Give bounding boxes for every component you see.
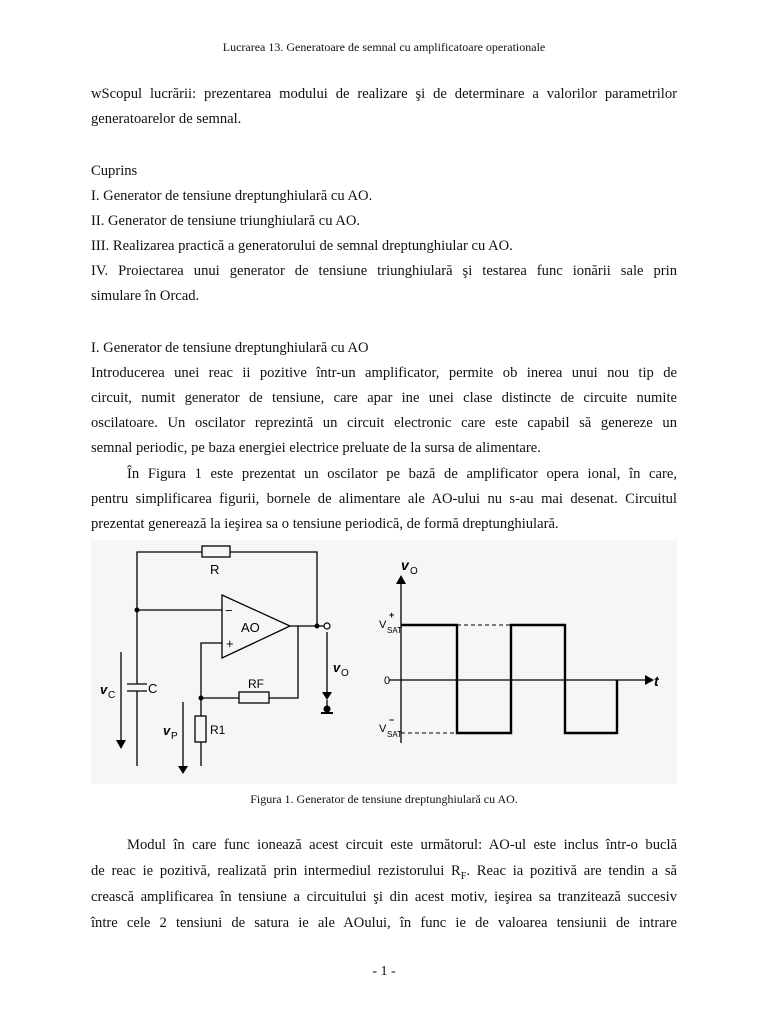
label-minus: − — [225, 603, 233, 618]
vc-arrow — [116, 740, 126, 749]
resistor-r1 — [195, 716, 206, 742]
label-vp: v — [163, 723, 171, 738]
plot-zero-label: 0 — [384, 675, 391, 687]
figure-caption: Figura 1. Generator de tensiune dreptunghiulară cu AO. — [250, 792, 518, 806]
label-vp-sub: P — [171, 731, 178, 742]
intro-line-1: Introducerea unei reac ii pozitive într-un amplificator, permite ob inerea unui nou tip de — [91, 365, 677, 381]
label-vo: v — [333, 660, 341, 675]
intro-line-3: oscilatoare. Un oscilator reprezintă un circuit electronic care este capabil să genereze un — [91, 415, 677, 431]
waveform-plot — [389, 584, 645, 743]
contents-item-3: III. Realizarea practică a generatorului de semnal dreptunghiular cu AO. — [91, 238, 513, 254]
intro-line-4: semnal periodic, pe baza energiei electrice preluate de la sursa de alimentare. — [91, 440, 541, 456]
contents-item-4-cont: simulare în Orcad. — [91, 288, 200, 304]
vo-arrow — [322, 692, 332, 700]
resistor-r — [202, 546, 230, 557]
contents-item-2: II. Generator de tensiune triunghiulară cu AO. — [91, 213, 361, 229]
contents-item-4: IV. Proiectarea unui generator de tensiune triunghiulară şi testarea func ionării sale prin — [91, 263, 677, 279]
x-axis-arrow — [645, 675, 654, 685]
contents-title: Cuprins — [91, 163, 138, 179]
y-axis-arrow — [396, 575, 406, 584]
contents-item-1: I. Generator de tensiune dreptunghiulară cu AO. — [91, 188, 373, 204]
rf-subscript: F — [460, 870, 467, 882]
plot-y-sub: O — [410, 566, 418, 577]
label-ao: AO — [241, 620, 260, 635]
vp-arrow — [178, 766, 188, 774]
vsat-pos-sup: + — [389, 610, 395, 620]
plot-arrows — [396, 575, 654, 685]
plot-y-label: v — [401, 557, 409, 573]
label-vc: v — [100, 682, 108, 697]
square-wave — [401, 625, 617, 733]
figure-ref-line-2: pentru simplificarea figurii, bornele de alimentare ale AO-ului nu s-au mai desenat. Circuitul — [91, 491, 677, 507]
operation-line-3: crească amplificarea în tensiune a circuitului şi din acest motiv, ieşirea sa tranzitează succesiv — [91, 889, 677, 905]
label-rf: RF — [248, 677, 264, 691]
intro-line-2: circuit, numit generator de tensiune, care apar ine unei clase distincte de circuite numite — [91, 390, 677, 406]
operation-line-4: între cele 2 tensiuni de satura ie ale AOului, în func ie de valoarea tensiunii de intrare — [91, 915, 677, 931]
vsat-pos-sub: SAT — [387, 626, 402, 635]
label-plus: + — [226, 636, 234, 651]
operation-line-1: Modul în care func ionează acest circuit este următorul: AO-ul este inclus într-o buclă — [127, 837, 677, 853]
figure-1 — [91, 540, 677, 784]
plot-x-label: t — [654, 673, 659, 689]
vsat-neg-label: V — [379, 723, 387, 735]
vsat-neg-sup: − — [389, 715, 395, 725]
page-number: - 1 - — [372, 964, 396, 979]
section-title: I. Generator de tensiune dreptunghiulară cu AO — [91, 340, 369, 356]
resistor-rf — [239, 692, 269, 703]
operation-line-2a: de reac ie pozitivă, realizată prin intermediul rezistorului R — [91, 863, 461, 879]
label-r: R — [210, 562, 220, 577]
vsat-neg-sub: SAT — [387, 730, 402, 739]
label-r1: R1 — [210, 723, 226, 737]
figure-ref-line-3: prezentat generează la ieşirea sa o tensiune periodică, de formă dreptunghiulară. — [91, 516, 559, 532]
vsat-pos-label: V — [379, 619, 387, 631]
figure-svg — [91, 540, 677, 784]
page-header: Lucrarea 13. Generatoare de semnal cu amplificatoare operationale — [222, 40, 546, 54]
scope-line-1: wScopul lucrării: prezentarea modului de realizare şi de determinare a valorilor parametrilor — [91, 86, 677, 102]
saturation-guides — [401, 625, 617, 733]
operation-line-2b: . Reac ia pozitivă are tendin a să — [466, 863, 677, 879]
label-vc-sub: C — [108, 690, 116, 701]
figure-ref-line-1: În Figura 1 este prezentat un oscilator pe bază de amplificator opera ional, în care, — [127, 466, 677, 482]
label-vo-sub: O — [341, 668, 349, 679]
scope-line-2: generatoarelor de semnal. — [91, 111, 242, 127]
label-c: C — [148, 681, 158, 696]
